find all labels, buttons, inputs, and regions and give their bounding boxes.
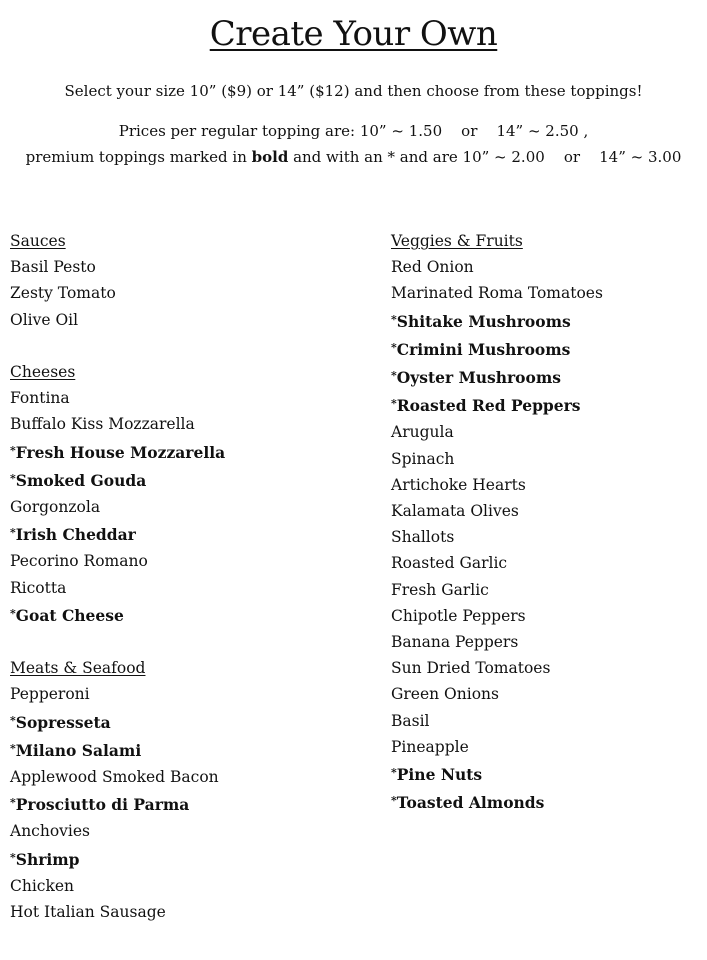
topping-item: Gorgonzola bbox=[10, 498, 101, 517]
topping-item: Banana Peppers bbox=[391, 633, 519, 652]
topping-item: Zesty Tomato bbox=[10, 284, 116, 303]
bold-word: bold bbox=[251, 148, 289, 166]
category-heading: Sauces bbox=[10, 232, 66, 250]
premium-topping-item: * Smoked Gouda bbox=[10, 466, 340, 494]
topping-item: Basil Pesto bbox=[10, 258, 96, 277]
premium-topping-item: * Pine Nuts bbox=[391, 760, 707, 788]
topping-item: Shallots bbox=[391, 528, 455, 547]
category-meats-and-seafood bbox=[10, 655, 340, 925]
premium-topping-item: * Shrimp bbox=[10, 845, 340, 873]
left-toppings-column bbox=[10, 228, 340, 925]
topping-item: Fontina bbox=[10, 389, 70, 408]
topping-item: Olive Oil bbox=[10, 310, 79, 329]
category-heading: Cheeses bbox=[10, 363, 76, 381]
right-toppings-column bbox=[391, 228, 707, 816]
topping-item: Pecorino Romano bbox=[10, 552, 148, 571]
topping-item: Buffalo Kiss Mozzarella bbox=[10, 415, 195, 434]
topping-item: Spinach bbox=[391, 449, 455, 468]
category-sauces bbox=[10, 228, 340, 333]
premium-suffix-text: and with an * and are 10” ~ 2.00 or 14” ~ 3.00 bbox=[288, 148, 682, 166]
page-title: Create Your Own bbox=[209, 14, 498, 54]
regular-topping-prices: Prices per regular topping are: 10” ~ 1.50 or 14” ~ 2.50 , bbox=[118, 122, 589, 140]
section-spacer bbox=[10, 629, 340, 655]
topping-item: Applewood Smoked Bacon bbox=[10, 768, 219, 787]
topping-item: Pineapple bbox=[391, 737, 469, 756]
topping-item: Ricotta bbox=[10, 578, 67, 597]
topping-item: Chipotle Peppers bbox=[391, 606, 526, 625]
topping-item: Fresh Garlic bbox=[391, 580, 489, 599]
premium-topping-item: * Sopresseta bbox=[10, 708, 340, 736]
premium-topping-item: * Crimini Mushrooms bbox=[391, 335, 707, 363]
premium-topping-item: * Fresh House Mozzarella bbox=[10, 438, 340, 466]
premium-topping-item: * Goat Cheese bbox=[10, 601, 340, 629]
premium-topping-item: * Milano Salami bbox=[10, 736, 340, 764]
topping-item: Kalamata Olives bbox=[391, 502, 519, 521]
topping-item: Marinated Roma Tomatoes bbox=[391, 284, 603, 303]
topping-item: Green Onions bbox=[391, 685, 499, 704]
category-veggies-and-fruits bbox=[391, 228, 707, 816]
premium-prefix-text: premium toppings marked in bbox=[25, 148, 252, 166]
category-heading: Veggies & Fruits bbox=[391, 232, 523, 250]
topping-item: Hot Italian Sausage bbox=[10, 903, 166, 922]
premium-topping-item: * Prosciutto di Parma bbox=[10, 790, 340, 818]
topping-item: Anchovies bbox=[10, 822, 91, 841]
premium-topping-prices bbox=[0, 148, 707, 166]
size-instructions: Select your size 10” ($9) or 14” ($12) and then choose from these toppings! bbox=[64, 82, 643, 100]
premium-topping-item: * Oyster Mushrooms bbox=[391, 363, 707, 391]
topping-item: Red Onion bbox=[391, 258, 474, 277]
premium-topping-item: * Toasted Almonds bbox=[391, 788, 707, 816]
premium-topping-item: * Roasted Red Peppers bbox=[391, 391, 707, 419]
category-cheeses bbox=[10, 359, 340, 629]
premium-topping-item: * Irish Cheddar bbox=[10, 520, 340, 548]
premium-topping-item: * Shitake Mushrooms bbox=[391, 307, 707, 335]
topping-item: Sun Dried Tomatoes bbox=[391, 659, 551, 678]
topping-item: Pepperoni bbox=[10, 685, 90, 704]
topping-item: Basil bbox=[391, 711, 430, 730]
topping-item: Chicken bbox=[10, 876, 75, 895]
topping-item: Artichoke Hearts bbox=[391, 475, 526, 494]
topping-item: Arugula bbox=[391, 423, 454, 442]
section-spacer bbox=[10, 333, 340, 359]
topping-item: Roasted Garlic bbox=[391, 554, 508, 573]
category-heading: Meats & Seafood bbox=[10, 659, 146, 678]
